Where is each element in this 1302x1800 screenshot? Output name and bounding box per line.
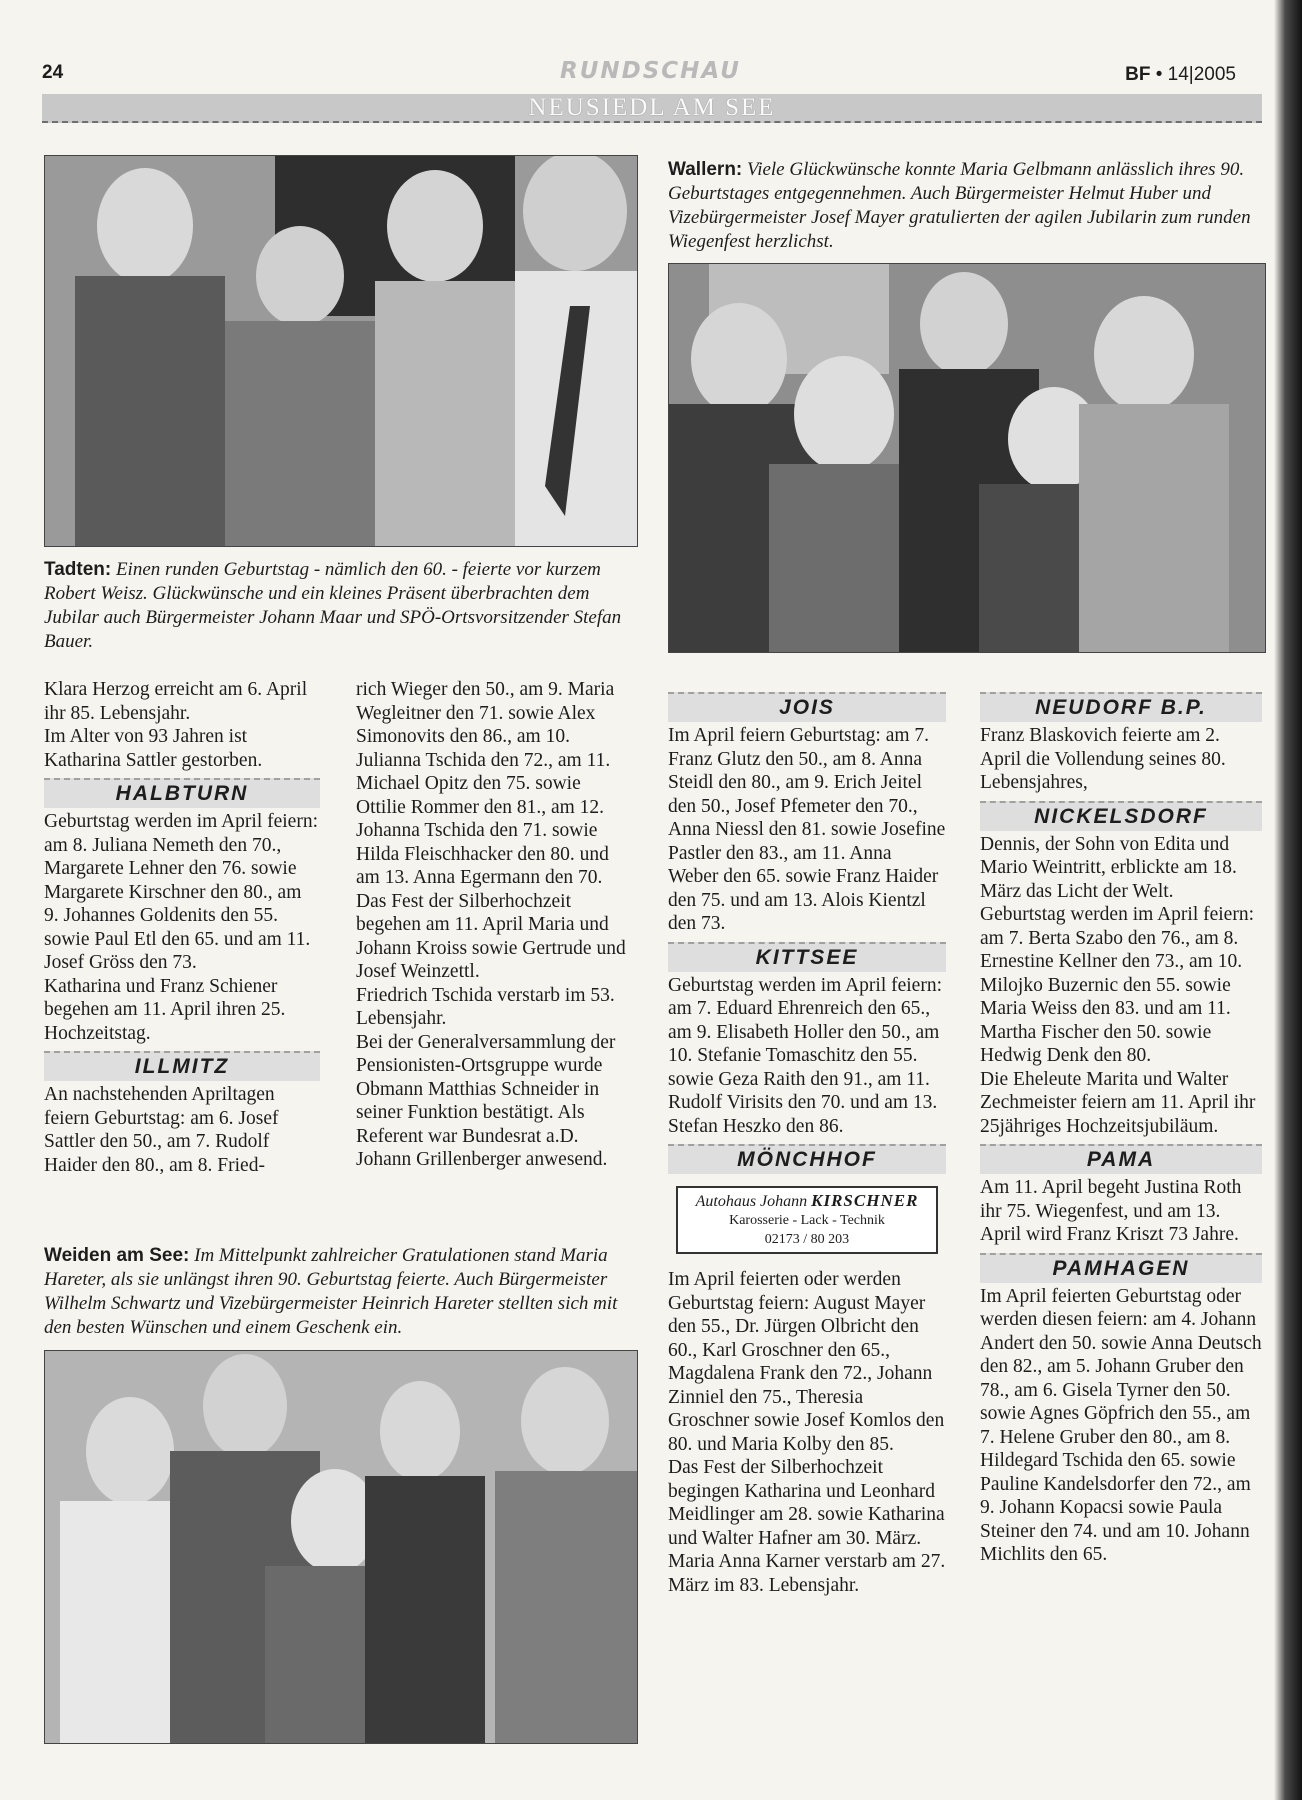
halbturn-p1: Geburtstag werden im April feiern: am 8. Juliana Nemeth den 70., Margarete Lehner den 76. sowie Margarete Kirschner den 80., am 9. Johannes Goldenits den 55. sowie Paul Etl den 65. und am 11. Josef Gröss den 73. bbox=[44, 811, 318, 973]
issue-brand: BF bbox=[1125, 64, 1151, 85]
caption-tadten-place: Tadten: bbox=[44, 559, 112, 580]
caption-wallern bbox=[668, 158, 1264, 254]
col2-p2: Das Fest der Silberhochzeit begehen am 11. April Maria und Johann Kroiss sowie Gertrude und Josef Weinzettl. bbox=[356, 890, 626, 982]
nickelsdorf-p2: Geburtstag werden im April feiern: am 7. Berta Szabo den 76., am 8. Ernestine Kellner den 73., am 10. Milojko Buzernic den 55. sowie Maria Weiss den 83. und am 11. Martha Fischer den 50. sowie Hedwig Denk den 80. bbox=[980, 904, 1254, 1066]
heading-pama: PAMA bbox=[980, 1144, 1262, 1174]
heading-illmitz: ILLMITZ bbox=[44, 1051, 320, 1081]
heading-nickelsdorf: NICKELSDORF bbox=[980, 801, 1262, 831]
neudorf-p1: Franz Blaskovich feierte am 2. April die Vollendung seines 80. Lebensjahres, bbox=[980, 725, 1226, 793]
ad-kirschner bbox=[676, 1186, 938, 1254]
kittsee-p1: Geburtstag werden im April feiern: am 7. Eduard Ehrenreich den 65., am 9. Elisabeth Holler den 50., am 10. Stefanie Tomaschitz den 55. sowie Geza Raith den 91., am 11. Rudolf Virisits den 70. und am 13. Stefan Heszko den 86. bbox=[668, 974, 942, 1137]
region-title: NEUSIEDL AM SEE bbox=[528, 94, 776, 121]
moenchhof-p1: Im April feierten oder werden Geburtstag feiern: August Mayer den 55., Dr. Jürgen Olbricht den 60., Karl Groschner den 65., Magdalena Frank den 72., Johann Zinniel den 75., Theresia Groschner sowie Josef Komlos den 80. und Maria Kolby den 85. bbox=[668, 1269, 945, 1455]
photo-weiden bbox=[44, 1350, 638, 1744]
jois-p1: Im April feiern Geburtstag: am 7. Franz Glutz den 50., am 8. Anna Steidl den 80., am 9. Erich Jeitel den 50., Josef Pfemeter den 70., Anna Niessl den 81. sowie Josefine Pastler den 83., am 11. Anna Weber den 65. sowie Franz Haider den 75. und am 13. Alois Kientzl den 73. bbox=[668, 725, 946, 934]
halbturn-p2: Katharina und Franz Schiener begehen am 11. April ihren 25. Hochzeitstag. bbox=[44, 975, 286, 1044]
ad-title bbox=[684, 1191, 930, 1211]
issue-date: 14|2005 bbox=[1167, 64, 1236, 85]
nickelsdorf-p3: Die Eheleute Marita und Walter Zechmeister feiern am 11. April ihr 25jähriges Hochzeitsjubiläum. bbox=[980, 1068, 1256, 1137]
heading-moenchhof: MÖNCHHOF bbox=[668, 1144, 946, 1174]
moenchhof-p3: Maria Anna Karner verstarb am 27. März im 83. Lebensjahr. bbox=[668, 1551, 946, 1596]
masthead: RUNDSCHAU bbox=[560, 58, 741, 84]
issue-info bbox=[1125, 64, 1236, 86]
pama-p1: Am 11. April begeht Justina Roth ihr 75. Wiegenfest, und am 13. April wird Franz Kriszt 73 Jahre. bbox=[980, 1177, 1242, 1245]
region-band bbox=[42, 94, 1262, 123]
photo-tadten-drawing bbox=[45, 156, 637, 546]
col2-p4: Bei der Generalversammlung der Pensionisten-Ortsgruppe wurde Obmann Matthias Schneider in seiner Funktion bestätigt. Als Referent war Bundesrat a.D. Johann Grillenberger anwesend. bbox=[356, 1031, 616, 1170]
caption-wallern-text: Viele Glückwünsche konnte Maria Gelbmann anlässlich ihres 90. Geburtstages entgegennehmen. Auch Bürgermeister Helmut Huber und Vizebürgermeister Josef Mayer gratulierten der agilen Jubilarin zum runden Wiegenfest herzlichst. bbox=[668, 159, 1251, 252]
column-3 bbox=[668, 686, 946, 1597]
col2-p1: rich Wieger den 50., am 9. Maria Wegleitner den 71. sowie Alex Simonovits den 86., am 10. Julianna Tschida den 72., am 11. Michael Opitz den 75. sowie Ottilie Rommer den 81., am 12. Johanna Tschida den 71. sowie Hilda Fleischhacker den 80. und am 13. Anna Egermann den 70. bbox=[356, 679, 615, 888]
caption-tadten bbox=[44, 558, 636, 654]
caption-weiden-text: Im Mittelpunkt zahlreicher Gratulationen stand Maria Hareter, als sie unlängst ihren 90. Geburtstag feierte. Auch Bürgermeister Wilhelm Schwartz und Vizebürgermeister Heinrich Hareter stellten sich mit den besten Wünschen und einem Geschenk ein. bbox=[44, 1245, 618, 1338]
issue-separator: • bbox=[1155, 64, 1163, 85]
col1-intro: Klara Herzog erreicht am 6. April ihr 85. Lebensjahr. bbox=[44, 679, 308, 724]
pamhagen-p1: Im April feierten Geburtstag oder werden diesen feiern: am 4. Johann Andert den 50. sowie Anna Deutsch den 82., am 5. Johann Gruber den 78., am 6. Gisela Tyrner den 50. sowie Agnes Göpfrich den 55., am 7. Helene Gruber den 80., am 8. Hildegard Tschida den 65. sowie Pauline Kandelsdorfer den 72., am 9. Johann Kopacsi sowie Paula Steiner den 74. und am 10. Johann Michlits den 65. bbox=[980, 1285, 1262, 1565]
column-4 bbox=[980, 686, 1262, 1567]
illmitz-p1: An nachstehenden Apriltagen feiern Geburtstag: am 6. Josef Sattler den 50., am 7. Rudolf Haider den 80., am 8. Fried- bbox=[44, 1084, 279, 1176]
column-2 bbox=[356, 678, 632, 1172]
ad-prefix: Autohaus Johann bbox=[695, 1193, 808, 1210]
moenchhof-p2: Das Fest der Silberhochzeit begingen Katharina und Leonhard Meidlinger am 28. sowie Katharina und Walter Hafner am 30. März. bbox=[668, 1457, 945, 1549]
nickelsdorf-p1: Dennis, der Sohn von Edita und Mario Weintritt, erblickte am 18. März das Licht der Welt. bbox=[980, 833, 1237, 902]
heading-pamhagen: PAMHAGEN bbox=[980, 1253, 1262, 1283]
col1-intro2: Im Alter von 93 Jahren ist Katharina Sattler gestorben. bbox=[44, 726, 263, 771]
caption-weiden-place: Weiden am See: bbox=[44, 1245, 190, 1266]
photo-weiden-drawing bbox=[45, 1351, 637, 1743]
ad-name: KIRSCHNER bbox=[811, 1191, 919, 1210]
caption-tadten-text: Einen runden Geburtstag - nämlich den 60. - feierte vor kurzem Robert Weisz. Glückwünsche und ein kleines Präsent überbrachten dem Jubilar auch Bürgermeister Johann Maar und SPÖ-Ortsvorsitzender Stefan Bauer. bbox=[44, 559, 622, 652]
ad-phone: 02173 / 80 203 bbox=[764, 1232, 850, 1247]
ad-services: Karosserie - Lack - Technik bbox=[729, 1213, 885, 1228]
caption-wallern-place: Wallern: bbox=[668, 159, 743, 180]
binding-shadow bbox=[1274, 0, 1302, 1800]
page-number: 24 bbox=[42, 62, 64, 83]
col2-p3: Friedrich Tschida verstarb im 53. Lebensjahr. bbox=[356, 984, 615, 1029]
column-1 bbox=[44, 678, 320, 1177]
photo-tadten bbox=[44, 155, 638, 547]
caption-weiden bbox=[44, 1244, 636, 1340]
photo-wallern-drawing bbox=[669, 264, 1265, 652]
heading-jois: JOIS bbox=[668, 692, 946, 722]
heading-halbturn: HALBTURN bbox=[44, 778, 320, 808]
heading-neudorf: NEUDORF B.P. bbox=[980, 692, 1262, 722]
heading-kittsee: KITTSEE bbox=[668, 942, 946, 972]
photo-wallern bbox=[668, 263, 1266, 653]
